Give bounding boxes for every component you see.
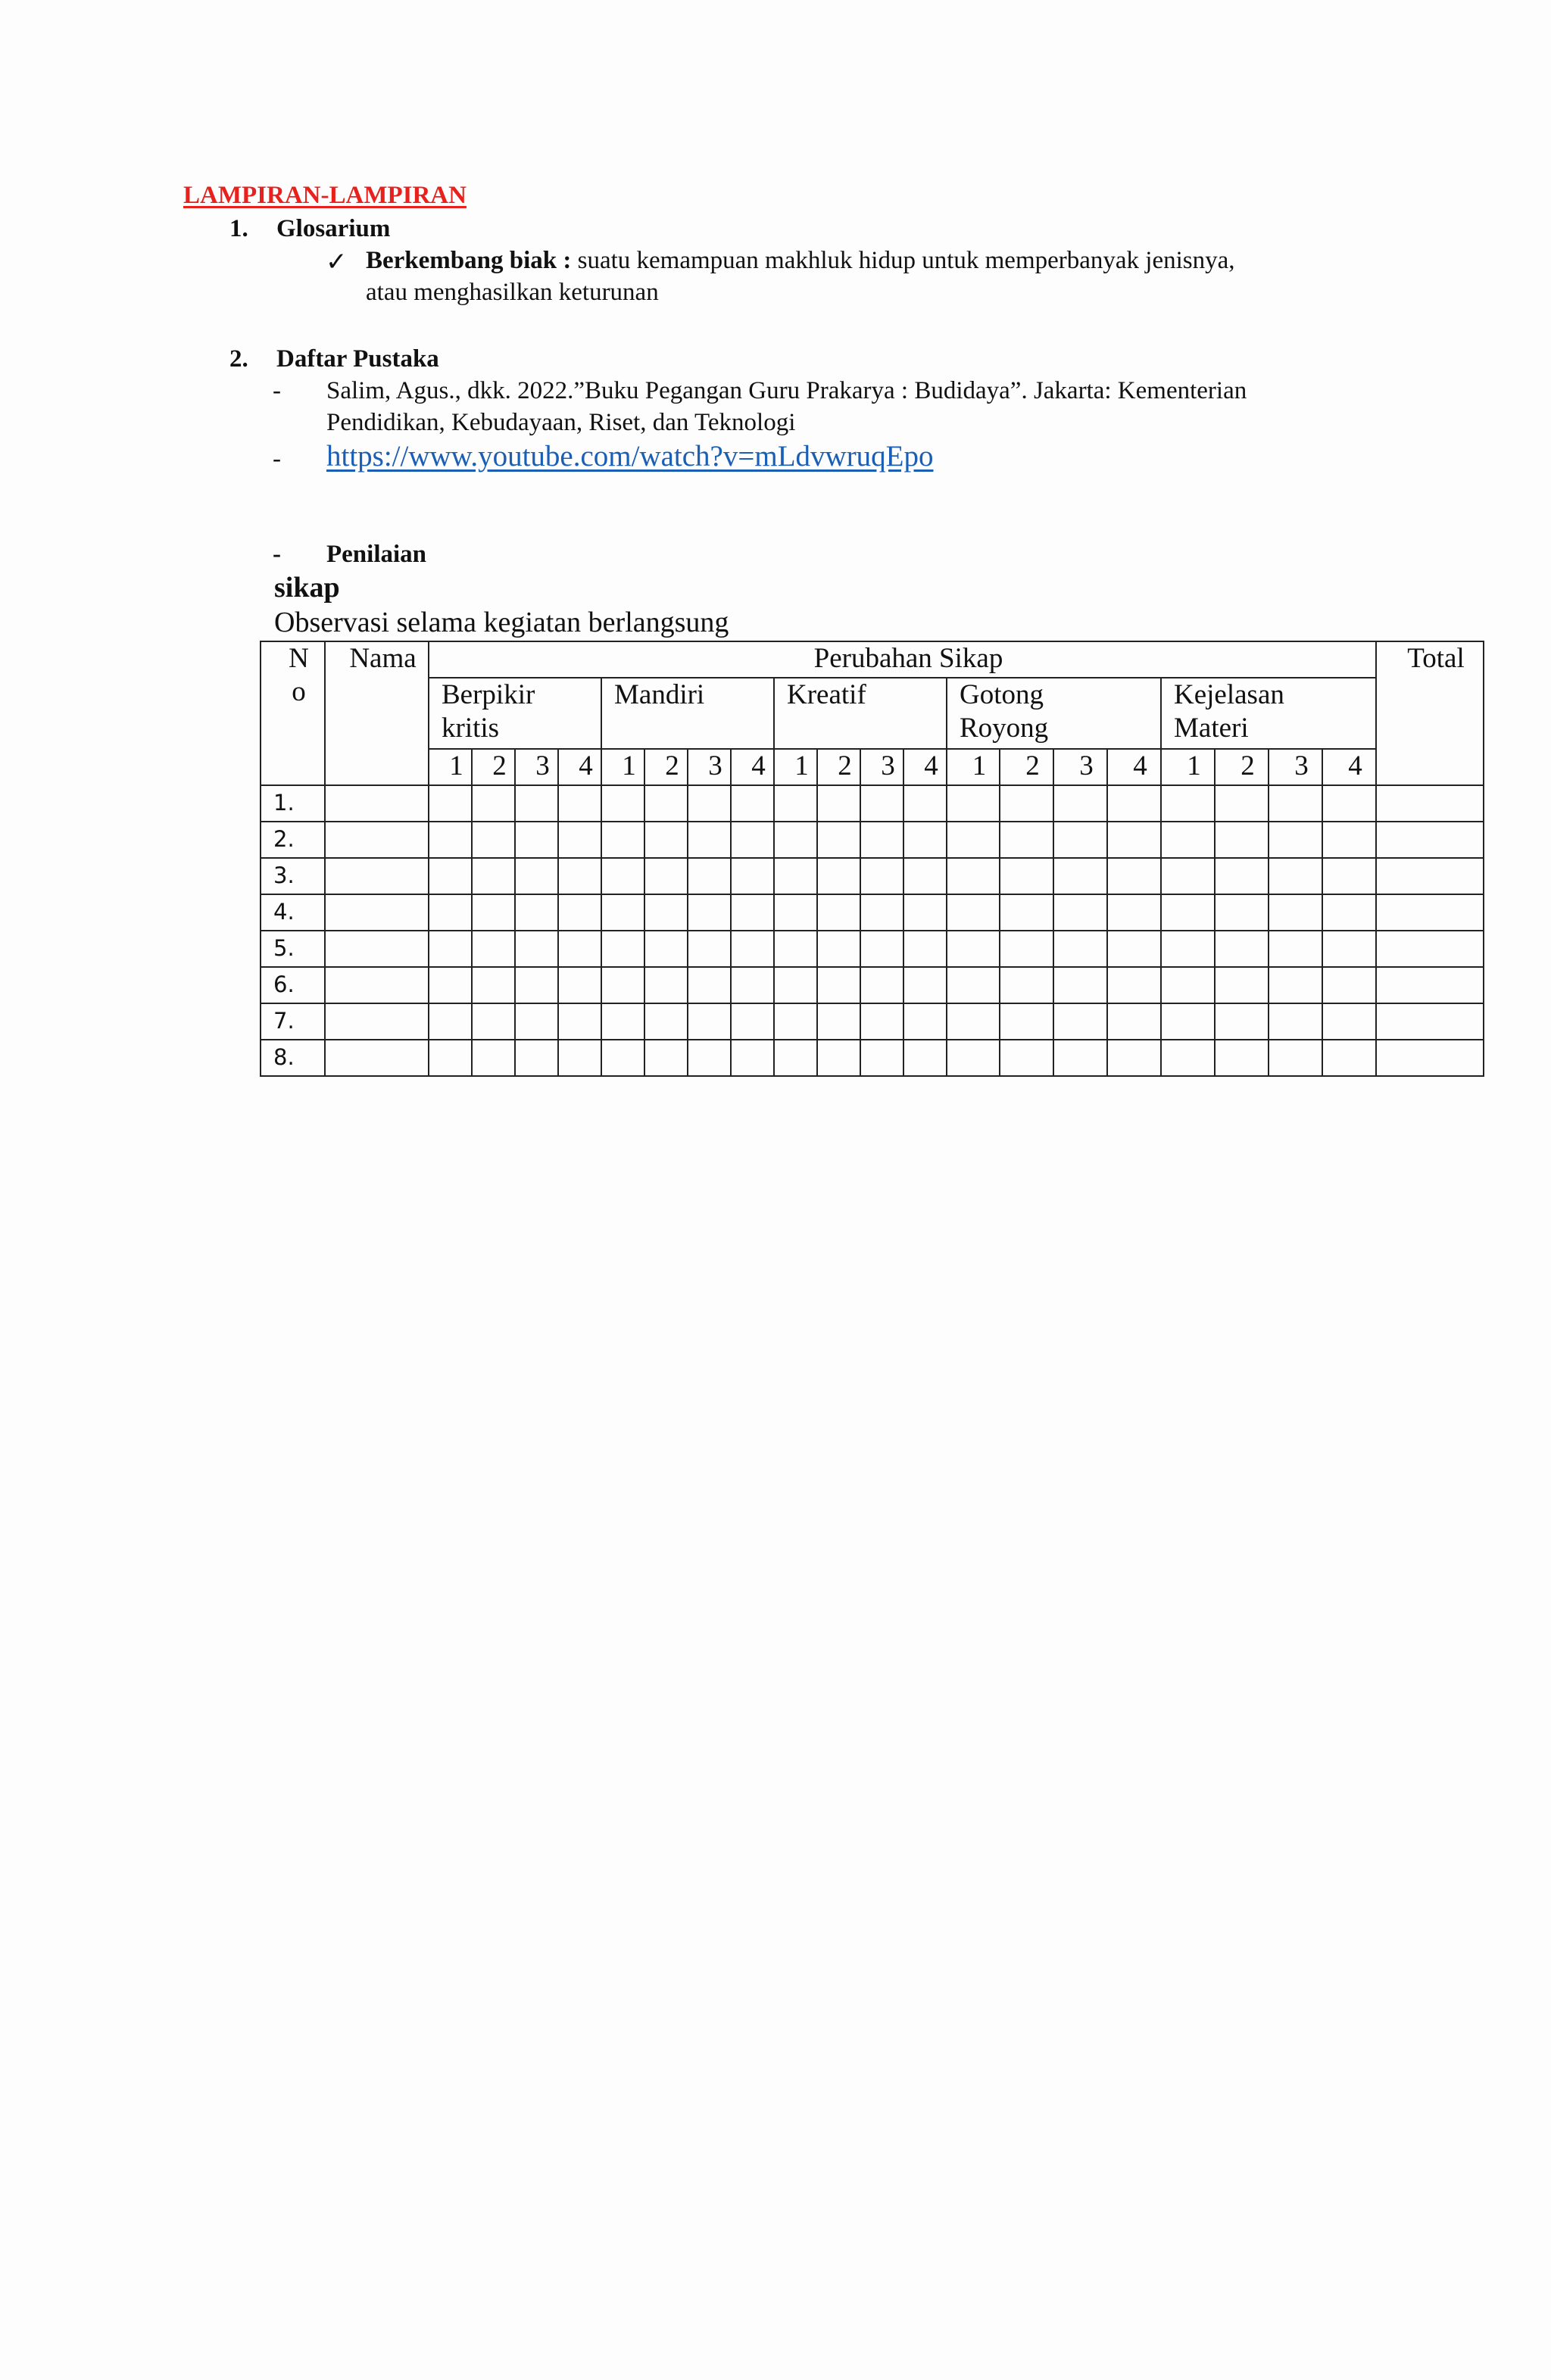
glosarium-definition-cont: atau menghasilkan keturunan <box>366 279 659 306</box>
score-cell[interactable] <box>947 1040 1000 1076</box>
score-cell[interactable] <box>688 1003 731 1040</box>
score-header: 3 <box>1269 749 1322 785</box>
score-cell[interactable] <box>515 894 558 931</box>
table-row <box>261 894 1484 931</box>
score-cell[interactable] <box>429 1040 472 1076</box>
score-cell[interactable] <box>644 858 688 894</box>
glosarium-heading <box>229 215 390 243</box>
score-cell[interactable] <box>558 858 601 894</box>
score-header: 3 <box>688 749 731 785</box>
score-cell[interactable] <box>1000 967 1053 1003</box>
score-cell[interactable] <box>1053 1040 1107 1076</box>
score-cell[interactable] <box>774 1003 817 1040</box>
score-cell[interactable] <box>472 785 515 822</box>
row-number: 2. <box>261 822 325 858</box>
score-cell[interactable] <box>1215 894 1269 931</box>
score-header: 2 <box>1000 749 1053 785</box>
score-cell[interactable] <box>774 931 817 967</box>
score-cell[interactable] <box>1053 931 1107 967</box>
score-cell[interactable] <box>558 822 601 858</box>
row-number: 6. <box>261 967 325 1003</box>
score-cell[interactable] <box>1269 785 1322 822</box>
aspect-header: Gotong Royong <box>947 678 1161 749</box>
nama-cell[interactable] <box>325 1040 429 1076</box>
score-cell[interactable] <box>817 894 860 931</box>
score-cell[interactable] <box>1107 822 1161 858</box>
table-body <box>261 785 1484 1076</box>
daftar-pustaka-number: 2. <box>229 345 248 373</box>
score-cell[interactable] <box>1107 785 1161 822</box>
score-cell[interactable] <box>1269 894 1322 931</box>
score-header: 2 <box>472 749 515 785</box>
score-cell[interactable] <box>1215 785 1269 822</box>
glosarium-number: 1. <box>229 215 248 242</box>
total-cell[interactable] <box>1376 894 1484 931</box>
page-title: LAMPIRAN-LAMPIRAN <box>183 182 467 209</box>
score-header: 2 <box>817 749 860 785</box>
score-cell[interactable] <box>429 822 472 858</box>
score-cell[interactable] <box>688 1040 731 1076</box>
score-cell[interactable] <box>429 858 472 894</box>
reference-dash: - <box>273 445 281 473</box>
score-cell[interactable] <box>860 1003 903 1040</box>
score-cell[interactable] <box>731 967 774 1003</box>
nama-cell[interactable] <box>325 967 429 1003</box>
score-cell[interactable] <box>1322 1040 1376 1076</box>
score-header: 2 <box>644 749 688 785</box>
score-cell[interactable] <box>558 931 601 967</box>
score-cell[interactable] <box>947 931 1000 967</box>
row-number: 7. <box>261 1003 325 1040</box>
score-header: 4 <box>1107 749 1161 785</box>
row-number: 5. <box>261 931 325 967</box>
score-cell[interactable] <box>472 967 515 1003</box>
score-header: 3 <box>860 749 903 785</box>
score-cell[interactable] <box>1053 785 1107 822</box>
score-cell[interactable] <box>817 1040 860 1076</box>
score-cell[interactable] <box>1322 967 1376 1003</box>
score-cell[interactable] <box>688 967 731 1003</box>
no-header-line2: o <box>292 676 306 707</box>
score-cell[interactable] <box>515 1040 558 1076</box>
table-row <box>261 785 1484 822</box>
score-cell[interactable] <box>601 967 644 1003</box>
score-cell[interactable] <box>774 1040 817 1076</box>
score-cell[interactable] <box>903 1003 947 1040</box>
score-cell[interactable] <box>947 822 1000 858</box>
score-cell[interactable] <box>1000 785 1053 822</box>
score-cell[interactable] <box>1107 1003 1161 1040</box>
nama-cell[interactable] <box>325 858 429 894</box>
score-cell[interactable] <box>688 858 731 894</box>
score-cell[interactable] <box>515 858 558 894</box>
reference-dash: - <box>273 377 281 404</box>
score-cell[interactable] <box>903 822 947 858</box>
score-cell[interactable] <box>558 1003 601 1040</box>
score-cell[interactable] <box>947 967 1000 1003</box>
score-header: 4 <box>558 749 601 785</box>
score-cell[interactable] <box>644 967 688 1003</box>
score-cell[interactable] <box>1053 894 1107 931</box>
total-header: Total <box>1376 641 1484 785</box>
score-cell[interactable] <box>1107 931 1161 967</box>
attitude-assessment-table <box>260 641 1484 1077</box>
table-row <box>261 931 1484 967</box>
score-cell[interactable] <box>1215 1003 1269 1040</box>
score-cell[interactable] <box>601 894 644 931</box>
glosarium-title: Glosarium <box>276 215 391 242</box>
total-cell[interactable] <box>1376 858 1484 894</box>
score-cell[interactable] <box>860 931 903 967</box>
score-cell[interactable] <box>903 967 947 1003</box>
score-cell[interactable] <box>472 822 515 858</box>
row-number: 8. <box>261 1040 325 1076</box>
reference-1: Salim, Agus., dkk. 2022.”Buku Pegangan Guru Prakarya : Budidaya”. Jakarta: Kementerian <box>326 377 1247 404</box>
score-header: 4 <box>1322 749 1376 785</box>
nama-cell[interactable] <box>325 822 429 858</box>
perubahan-sikap-header: Perubahan Sikap <box>429 641 1376 678</box>
score-cell[interactable] <box>774 894 817 931</box>
score-header: 2 <box>1215 749 1269 785</box>
table-row <box>261 1003 1484 1040</box>
score-header-row <box>261 749 1484 785</box>
score-cell[interactable] <box>817 822 860 858</box>
score-cell[interactable] <box>472 931 515 967</box>
score-cell[interactable] <box>601 858 644 894</box>
aspect-header: Berpikir kritis <box>429 678 601 749</box>
row-number: 4. <box>261 894 325 931</box>
reference-1-cont: Pendidikan, Kebudayaan, Riset, dan Teknologi <box>326 409 796 436</box>
score-cell[interactable] <box>1322 1003 1376 1040</box>
aspect-header: Mandiri <box>601 678 774 749</box>
score-cell[interactable] <box>688 785 731 822</box>
daftar-pustaka-heading <box>229 345 439 373</box>
score-cell[interactable] <box>1000 858 1053 894</box>
score-cell[interactable] <box>947 894 1000 931</box>
checkmark-icon: ✓ <box>326 247 348 277</box>
score-cell[interactable] <box>601 822 644 858</box>
glosarium-definition: suatu kemampuan makhluk hidup untuk memperbanyak jenisnya, <box>577 247 1235 274</box>
aspect-header: Kreatif <box>774 678 947 749</box>
score-cell[interactable] <box>1161 785 1215 822</box>
score-cell[interactable] <box>472 1003 515 1040</box>
no-header-line1: N <box>289 643 309 674</box>
score-cell[interactable] <box>1269 931 1322 967</box>
score-cell[interactable] <box>731 822 774 858</box>
row-number: 1. <box>261 785 325 822</box>
score-header: 4 <box>731 749 774 785</box>
score-header: 1 <box>947 749 1000 785</box>
score-cell[interactable] <box>1161 858 1215 894</box>
glosarium-term: Berkembang biak : <box>366 247 572 274</box>
total-cell[interactable] <box>1376 931 1484 967</box>
score-cell[interactable] <box>558 894 601 931</box>
score-cell[interactable] <box>860 1040 903 1076</box>
score-cell[interactable] <box>515 967 558 1003</box>
score-cell[interactable] <box>558 1040 601 1076</box>
score-cell[interactable] <box>731 1040 774 1076</box>
score-cell[interactable] <box>644 1003 688 1040</box>
score-cell[interactable] <box>1000 894 1053 931</box>
score-cell[interactable] <box>731 1003 774 1040</box>
score-cell[interactable] <box>817 1003 860 1040</box>
score-cell[interactable] <box>1269 822 1322 858</box>
score-cell[interactable] <box>1215 931 1269 967</box>
score-cell[interactable] <box>688 822 731 858</box>
table-row <box>261 1040 1484 1076</box>
score-cell[interactable] <box>601 785 644 822</box>
score-cell[interactable] <box>1053 1003 1107 1040</box>
score-cell[interactable] <box>731 931 774 967</box>
score-cell[interactable] <box>601 1003 644 1040</box>
score-cell[interactable] <box>860 894 903 931</box>
row-number: 3. <box>261 858 325 894</box>
score-cell[interactable] <box>1000 1003 1053 1040</box>
score-cell[interactable] <box>1107 858 1161 894</box>
score-cell[interactable] <box>1269 1040 1322 1076</box>
daftar-pustaka-title: Daftar Pustaka <box>276 345 439 373</box>
score-cell[interactable] <box>601 931 644 967</box>
score-cell[interactable] <box>860 822 903 858</box>
score-cell[interactable] <box>472 1040 515 1076</box>
score-cell[interactable] <box>429 894 472 931</box>
penilaian-dash: - <box>273 541 281 568</box>
score-cell[interactable] <box>1215 1040 1269 1076</box>
total-cell[interactable] <box>1376 822 1484 858</box>
score-cell[interactable] <box>515 785 558 822</box>
score-cell[interactable] <box>1161 1003 1215 1040</box>
score-cell[interactable] <box>1107 894 1161 931</box>
score-header: 1 <box>1161 749 1215 785</box>
score-cell[interactable] <box>1161 1040 1215 1076</box>
score-cell[interactable] <box>644 931 688 967</box>
aspect-header: Kejelasan Materi <box>1161 678 1376 749</box>
score-cell[interactable] <box>774 967 817 1003</box>
score-cell[interactable] <box>731 858 774 894</box>
score-cell[interactable] <box>1107 967 1161 1003</box>
score-cell[interactable] <box>1161 822 1215 858</box>
reference-link[interactable]: https://www.youtube.com/watch?v=mLdvwruqEpo <box>326 440 934 473</box>
score-cell[interactable] <box>1269 858 1322 894</box>
penilaian-heading: Penilaian <box>326 541 427 568</box>
score-header: 4 <box>903 749 947 785</box>
score-cell[interactable] <box>688 931 731 967</box>
table-row <box>261 822 1484 858</box>
score-cell[interactable] <box>558 785 601 822</box>
score-cell[interactable] <box>1322 931 1376 967</box>
score-cell[interactable] <box>731 785 774 822</box>
nama-cell[interactable] <box>325 894 429 931</box>
score-cell[interactable] <box>731 894 774 931</box>
score-cell[interactable] <box>1161 894 1215 931</box>
total-cell[interactable] <box>1376 967 1484 1003</box>
score-cell[interactable] <box>644 785 688 822</box>
score-cell[interactable] <box>1000 822 1053 858</box>
score-cell[interactable] <box>774 785 817 822</box>
glosarium-item <box>366 247 1235 275</box>
score-cell[interactable] <box>774 822 817 858</box>
score-cell[interactable] <box>644 822 688 858</box>
score-cell[interactable] <box>817 967 860 1003</box>
score-cell[interactable] <box>903 1040 947 1076</box>
score-cell[interactable] <box>1215 967 1269 1003</box>
score-cell[interactable] <box>1053 858 1107 894</box>
nama-header: Nama <box>325 641 429 785</box>
score-cell[interactable] <box>644 1040 688 1076</box>
score-cell[interactable] <box>903 785 947 822</box>
score-cell[interactable] <box>817 858 860 894</box>
nama-cell[interactable] <box>325 1003 429 1040</box>
score-cell[interactable] <box>860 858 903 894</box>
nama-cell[interactable] <box>325 785 429 822</box>
score-cell[interactable] <box>1322 785 1376 822</box>
score-cell[interactable] <box>903 931 947 967</box>
total-cell[interactable] <box>1376 785 1484 822</box>
total-cell[interactable] <box>1376 1040 1484 1076</box>
score-cell[interactable] <box>688 894 731 931</box>
score-cell[interactable] <box>515 931 558 967</box>
table-row <box>261 858 1484 894</box>
total-cell[interactable] <box>1376 1003 1484 1040</box>
score-cell[interactable] <box>774 858 817 894</box>
sikap-heading: sikap <box>274 572 340 604</box>
score-cell[interactable] <box>429 1003 472 1040</box>
score-cell[interactable] <box>429 967 472 1003</box>
score-header: 3 <box>515 749 558 785</box>
score-header: 1 <box>601 749 644 785</box>
score-cell[interactable] <box>644 894 688 931</box>
score-cell[interactable] <box>947 858 1000 894</box>
score-cell[interactable] <box>947 1003 1000 1040</box>
score-cell[interactable] <box>1053 822 1107 858</box>
reference-2 <box>326 439 934 473</box>
score-cell[interactable] <box>860 785 903 822</box>
score-cell[interactable] <box>1215 858 1269 894</box>
score-cell[interactable] <box>1215 822 1269 858</box>
score-cell[interactable] <box>860 967 903 1003</box>
no-header <box>261 641 325 785</box>
score-header: 1 <box>774 749 817 785</box>
score-cell[interactable] <box>1161 931 1215 967</box>
score-cell[interactable] <box>1000 931 1053 967</box>
score-header: 3 <box>1053 749 1107 785</box>
score-cell[interactable] <box>1161 967 1215 1003</box>
score-cell[interactable] <box>1107 1040 1161 1076</box>
score-cell[interactable] <box>472 858 515 894</box>
score-cell[interactable] <box>1269 1003 1322 1040</box>
score-cell[interactable] <box>1053 967 1107 1003</box>
score-cell[interactable] <box>1322 894 1376 931</box>
score-cell[interactable] <box>429 931 472 967</box>
score-cell[interactable] <box>515 1003 558 1040</box>
observation-description: Observasi selama kegiatan berlangsung <box>274 607 729 638</box>
score-cell[interactable] <box>903 894 947 931</box>
score-cell[interactable] <box>817 785 860 822</box>
score-header: 1 <box>429 749 472 785</box>
score-cell[interactable] <box>817 931 860 967</box>
score-cell[interactable] <box>515 822 558 858</box>
score-cell[interactable] <box>429 785 472 822</box>
score-cell[interactable] <box>903 858 947 894</box>
score-cell[interactable] <box>601 1040 644 1076</box>
nama-cell[interactable] <box>325 931 429 967</box>
score-cell[interactable] <box>947 785 1000 822</box>
score-cell[interactable] <box>558 967 601 1003</box>
score-cell[interactable] <box>1322 858 1376 894</box>
score-cell[interactable] <box>472 894 515 931</box>
score-cell[interactable] <box>1322 822 1376 858</box>
score-cell[interactable] <box>1269 967 1322 1003</box>
score-cell[interactable] <box>1000 1040 1053 1076</box>
table-row <box>261 967 1484 1003</box>
